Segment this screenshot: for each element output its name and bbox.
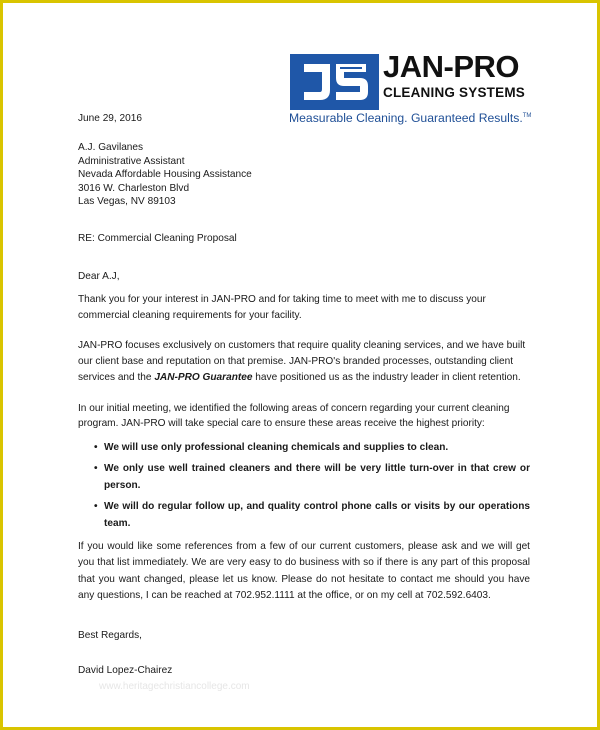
recipient-title: Administrative Assistant — [78, 156, 185, 167]
logo-brand-name: JAN-PRO — [383, 49, 520, 84]
recipient-name: A.J. Gavilanes — [78, 142, 144, 153]
bullet-icon: • — [94, 442, 98, 453]
watermark: www.heritagechristiancollege.com — [99, 681, 250, 692]
bullet-icon: • — [94, 463, 98, 474]
jp-monogram-icon — [290, 54, 379, 110]
paragraph-company-text-2: have positioned us as the industry leader in client retention. — [252, 372, 521, 383]
letter-date: June 29, 2016 — [78, 113, 142, 124]
list-item-text: We will use only professional cleaning chemicals and supplies to clean. — [104, 442, 449, 453]
bullet-icon: • — [94, 501, 98, 512]
paragraph-company-text-1: JAN-PRO focuses exclusively on customers that require quality cleaning services, and we have built our client base and reputation on that premise. JAN-PRO's branded processes, outstanding client services and the — [78, 340, 526, 383]
logo-tagline-text: Measurable Cleaning. Guaranteed Results. — [289, 111, 523, 125]
guarantee-emphasis: JAN-PRO Guarantee — [154, 372, 253, 383]
recipient-city: Las Vegas, NV 89103 — [78, 196, 176, 207]
list-item-text: We only use well trained cleaners and there will be very little turn-over in that crew or person. — [104, 463, 530, 491]
list-item-text: We will do regular follow up, and quality control phone calls or visits by our operations team. — [104, 501, 530, 529]
signature-name: David Lopez-Chairez — [78, 665, 173, 676]
recipient-street: 3016 W. Charleston Blvd — [78, 183, 190, 194]
list-item — [78, 439, 530, 456]
salutation: Dear A.J, — [78, 271, 120, 282]
paragraph-company — [78, 338, 530, 386]
jan-pro-logo — [288, 49, 558, 127]
recipient-organization: Nevada Affordable Housing Assistance — [78, 169, 252, 180]
paragraph-intro: Thank you for your interest in JAN-PRO and for taking time to meet with me to discuss your commercial cleaning requirements for your facility. — [78, 294, 486, 321]
logo-tagline — [289, 111, 531, 125]
list-item — [78, 460, 530, 494]
logo-subtitle: CLEANING SYSTEMS — [383, 85, 525, 100]
paragraph-concerns: In our initial meeting, we identified the following areas of concern regarding your current cleaning program. JAN-PRO will take special care to ensure these areas receive the highest priority: — [78, 403, 510, 429]
list-item — [78, 498, 530, 532]
priority-list — [78, 439, 530, 536]
trademark-mark: TM — [522, 112, 532, 119]
subject-line: RE: Commercial Cleaning Proposal — [78, 233, 237, 244]
closing: Best Regards, — [78, 630, 142, 641]
paragraph-references: If you would like some references from a few of our current customers, please ask and we will get you that list immediately. We are very easy to do business with so if there is any part of this proposal that you want changed, please let us know. Please do not hesitate to contact me should you have any questions, I can be reached at 702.952.1111 at the office, or on my cell at 702.592.6403. — [78, 541, 530, 601]
jan-pro-logo-mark — [290, 54, 379, 110]
